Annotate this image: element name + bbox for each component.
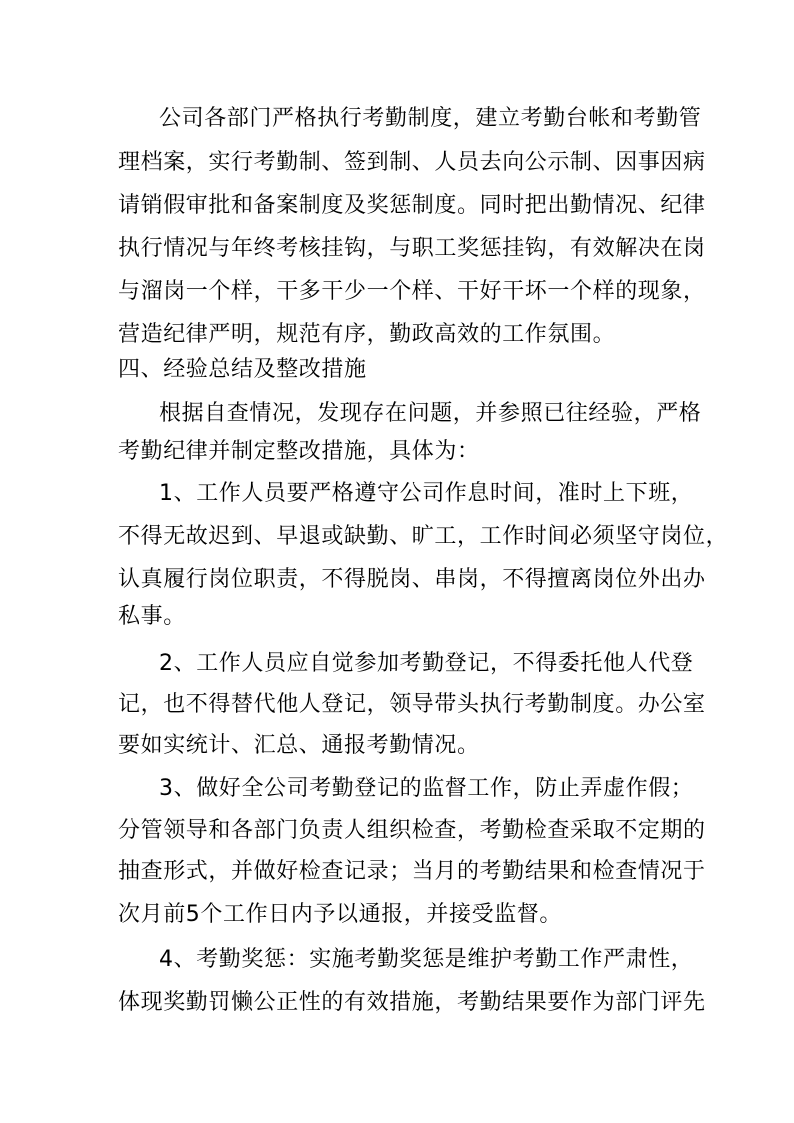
list-item-line: 3、做好全公司考勤登记的监督工作，防止弄虚作假；	[159, 776, 694, 801]
list-item-line: 体现奖勤罚懒公正性的有效措施，考勤结果要作为部门评先	[118, 990, 706, 1015]
paragraph-line: 根据自查情况，发现存在问题，并参照已往经验，严格	[159, 401, 702, 426]
list-item-line: 要如实统计、汇总、通报考勤情况。	[118, 733, 480, 758]
list-item-line: 分管领导和各部门负责人组织检查，考勤检查采取不定期的	[118, 818, 706, 843]
list-item-line: 记，也不得替代他人登记，领导带头执行考勤制度。办公室	[118, 692, 706, 717]
paragraph-line: 营造纪律严明，规范有序，勤政高效的工作氛围。	[118, 322, 616, 347]
paragraph-line: 考勤纪律并制定整改措施，具体为：	[118, 439, 480, 464]
list-item-line: 不得无故迟到、早退或缺勤、旷工，工作时间必须坚守岗位，	[118, 524, 729, 549]
paragraph-line: 与溜岗一个样，干多干少一个样、干好干坏一个样的现象，	[118, 279, 706, 304]
paragraph-line: 公司各部门严格执行考勤制度，建立考勤台帐和考勤管	[159, 106, 702, 131]
section-heading: 四、经验总结及整改措施	[118, 357, 367, 382]
list-item-line: 1、工作人员要严格遵守公司作息时间，准时上下班，	[159, 481, 694, 506]
list-item-line: 2、工作人员应自觉参加考勤登记，不得委托他人代登	[159, 651, 694, 676]
list-item-line: 4、考勤奖惩：实施考勤奖惩是维护考勤工作严肃性，	[159, 947, 694, 972]
list-item-line: 次月前5个工作日内予以通报，并接受监督。	[118, 902, 562, 927]
list-item-line: 认真履行岗位职责，不得脱岗、串岗，不得擅离岗位外出办	[118, 567, 706, 592]
list-item-line: 抽查形式，并做好检查记录；当月的考勤结果和检查情况于	[118, 859, 706, 884]
paragraph-line: 执行情况与年终考核挂钩，与职工奖惩挂钩，有效解决在岗	[118, 236, 706, 261]
paragraph-line: 理档案，实行考勤制、签到制、人员去向公示制、因事因病	[118, 150, 706, 175]
list-item-line: 私事。	[118, 604, 186, 629]
paragraph-line: 请销假审批和备案制度及奖惩制度。同时把出勤情况、纪律	[118, 193, 706, 218]
